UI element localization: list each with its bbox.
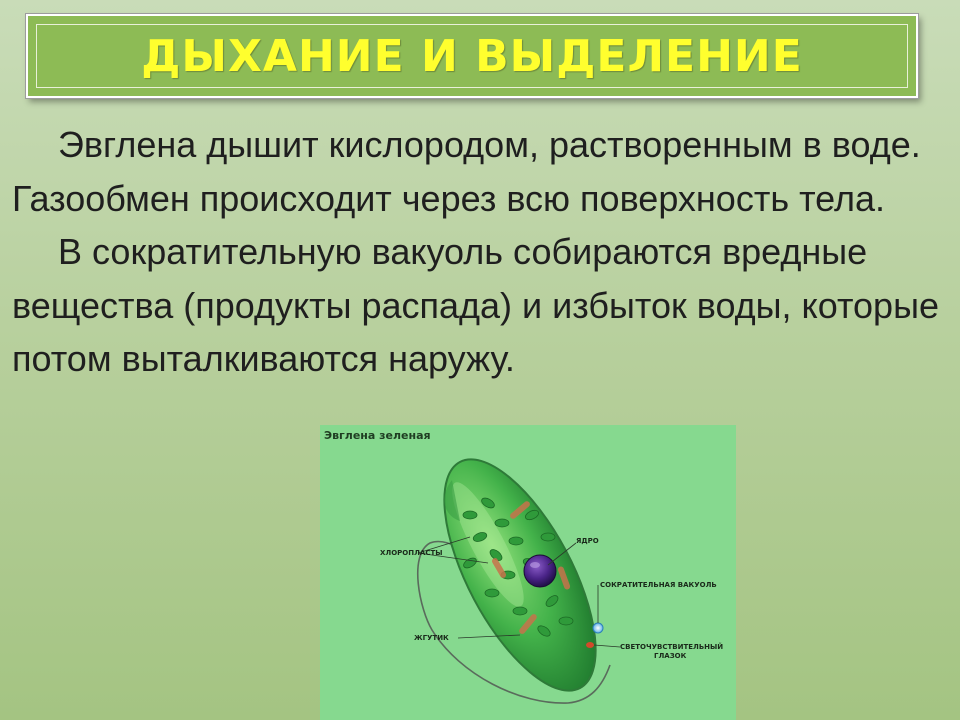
title-inner-frame <box>36 24 908 88</box>
euglena-body <box>414 438 626 713</box>
contractile-vacuole-shape <box>593 623 603 633</box>
label-eyespot-line2: ГЛАЗОК <box>654 652 687 660</box>
title-banner <box>26 14 918 98</box>
paragraph-excretion: В сократительную вакуоль собираются вредные вещества (продукты распада) и избыток воды, которые потом выталкиваются наружу. <box>12 231 939 379</box>
euglena-figure <box>320 425 736 720</box>
slide-title: ДЫХАНИЕ И ВЫДЕЛЕНИЕ <box>141 30 803 82</box>
euglena-illustration <box>320 425 736 720</box>
figure-title: Эвглена зеленая <box>324 429 431 442</box>
paragraph-respiration: Эвглена дышит кислородом, растворенным в воде. Газообмен происходит через всю поверхность тела. <box>12 124 921 219</box>
nucleus-shape <box>524 555 556 587</box>
label-eyespot-line1: СВЕТОЧУВСТВИТЕЛЬНЫЙ <box>620 643 724 651</box>
label-flagellum: ЖГУТИК <box>414 634 449 642</box>
eyespot-shape <box>586 642 594 648</box>
label-contractile-vacuole: СОКРАТИТЕЛЬНАЯ ВАКУОЛЬ <box>600 581 717 589</box>
label-chloroplasts: ХЛОРОПЛАСТЫ <box>380 549 443 557</box>
label-nucleus: ЯДРО <box>576 537 599 545</box>
slide-body-text <box>12 118 942 386</box>
